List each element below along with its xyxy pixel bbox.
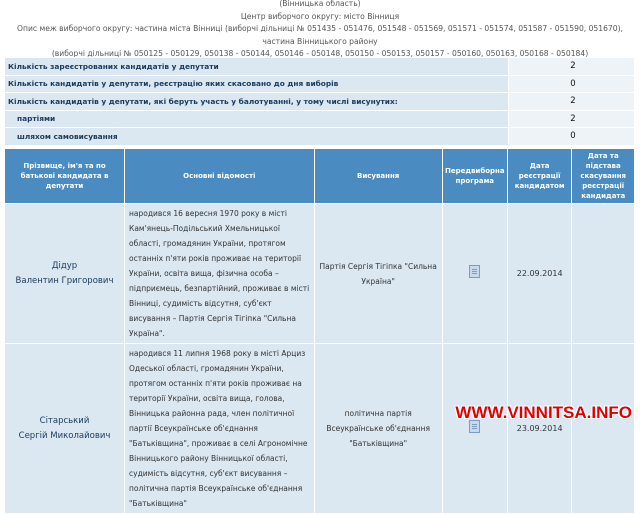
table-row	[5, 344, 635, 514]
summary-label: шляхом самовисування	[5, 128, 509, 146]
region-line: (Вінницька область)	[279, 0, 361, 8]
cancel-date	[572, 204, 635, 344]
summary-label: Кількість зареєстрованих кандидатів у депутати	[5, 58, 509, 76]
table-row	[5, 204, 635, 344]
summary-row	[5, 128, 635, 146]
col-header-info: Основні відомості	[125, 149, 315, 204]
summary-label: Кількість кандидатів у депутати, реєстрацію яких скасовано до дня виборів	[5, 75, 509, 93]
summary-row	[5, 110, 635, 128]
table-header-row	[5, 149, 635, 204]
candidate-info: народився 16 вересня 1970 року в місті Кам'янець-Подільський Хмельницької області, громадянин України, протягом останніх п'яти років проживає на території України, освіта вища, фізична особа – підприємець, безпартійний, проживає в місті Вінниці, судимість відсутня, суб'єкт висування – Партія Сергія Тігіпка "Сильна Україна".	[125, 204, 315, 344]
program-cell	[442, 344, 507, 514]
col-header-name: Прізвище, ім'я та по батькові кандидата в депутати	[5, 149, 125, 204]
col-header-reg-date: Дата реєстрації кандидатом	[507, 149, 572, 204]
summary-value: 0	[509, 75, 635, 93]
summary-value: 2	[509, 58, 635, 76]
summary-label: партіями	[5, 110, 509, 128]
col-header-nominated: Висування	[314, 149, 442, 204]
candidate-name	[5, 344, 125, 514]
bounds-line-continued: (виборчі дільниці № 050125 - 050129, 050138 - 050144, 050146 - 050148, 050150 - 050153, 050157 - 050160, 050163, 050168 - 050184)	[51, 49, 589, 58]
candidate-surname: Сітарський	[39, 415, 90, 426]
bounds-line: Опис меж виборчого округу: частина міста Вінниці (виборчі дільниці № 051435 - 051476, 051548 - 051569, 051571 - 051574, 051587 - 051590, 051670), частина Вінницького району	[17, 24, 623, 46]
registration-date: 23.09.2014	[507, 344, 572, 514]
candidate-given-names: Валентин Григорович	[15, 275, 114, 286]
candidate-nominated-by: Партія Сергія Тігіпка "Сильна Україна"	[314, 204, 442, 344]
candidate-nominated-by: політична партія Всеукраїнське об'єднання "Батьківщина"	[314, 344, 442, 514]
document-icon[interactable]	[469, 265, 480, 278]
candidate-name	[5, 204, 125, 344]
candidates-table	[4, 148, 635, 514]
summary-row	[5, 75, 635, 93]
registration-date: 22.09.2014	[507, 204, 572, 344]
summary-table	[4, 57, 635, 146]
summary-value: 2	[509, 93, 635, 111]
col-header-program: Передвиборна програма	[442, 149, 507, 204]
center-line: Центр виборчого округу: місто Вінниця	[240, 11, 400, 21]
district-header	[0, 0, 640, 61]
candidate-surname: Дідур	[51, 260, 78, 271]
summary-value: 2	[509, 110, 635, 128]
site-watermark: WWW.VINNITSA.INFO	[455, 403, 632, 422]
col-header-cancel-date: Дата та підстава скасування реєстрації кандидата	[572, 149, 635, 204]
candidate-info: народився 11 липня 1968 року в місті Арциз Одеської області, громадянин України, протягом останніх п'яти років проживає на території України, освіта вища, голова, Вінницька районна рада, член політичної партії Всеукраїнське об'єднання "Батьківщина", проживає в селі Агрономічне Вінницького району Вінницької області, судимість відсутня, суб'єкт висування – політична партія Всеукраїнське об'єднання "Батьківщина"	[125, 344, 315, 514]
program-cell	[442, 204, 507, 344]
summary-label: Кількість кандидатів у депутати, які беруть участь у балотуванні, у тому числі висунутих:	[5, 93, 509, 111]
summary-row	[5, 58, 635, 76]
summary-value: 0	[509, 128, 635, 146]
summary-row	[5, 93, 635, 111]
cancel-date	[572, 344, 635, 514]
candidate-given-names: Сергій Миколайович	[18, 430, 111, 441]
